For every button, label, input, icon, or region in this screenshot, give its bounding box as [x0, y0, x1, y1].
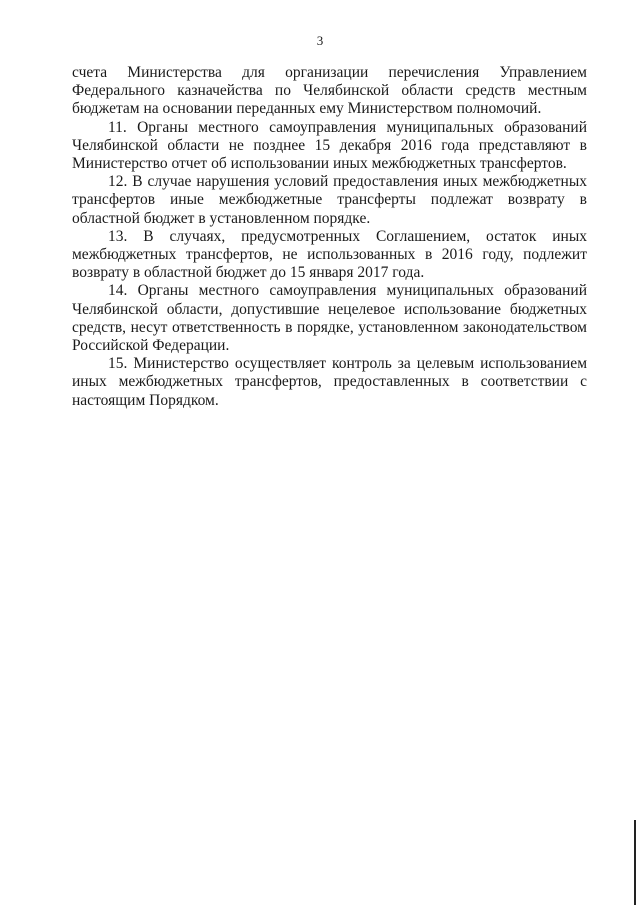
paragraph-11: 11. Органы местного самоуправления муниципальных образований Челябинской области не позднее 15 декабря 2016 года представляют в Министерство отчет об использовании иных межбюджетных трансфертов.	[72, 118, 587, 173]
paragraph-13: 13. В случаях, предусмотренных Соглашением, остаток иных межбюджетных трансфертов, не использованных в 2016 году, подлежит возврату в областной бюджет до 15 января 2017 года.	[72, 227, 587, 282]
paragraph-12: 12. В случае нарушения условий предоставления иных межбюджетных трансфертов иные межбюджетные трансферты подлежат возврату в областной бюджет в установленном порядке.	[72, 173, 587, 227]
page-number: 3	[316, 33, 324, 48]
paragraph-continuation: счета Министерства для организации перечисления Управлением Федерального казначейства по Челябинской области средств местным бюджетам на основании переданных ему Министерством полномочий.	[72, 64, 587, 118]
paragraph-14: 14. Органы местного самоуправления муниципальных образований Челябинской области, допустившие нецелевое использование бюджетных средств, несут ответственность в порядке, установленном законодательством Российской Федерации.	[72, 282, 587, 355]
scan-edge-line	[634, 820, 636, 905]
paragraph-15: 15. Министерство осуществляет контроль за целевым использованием иных межбюджетных трансфертов, предоставленных в соответствии с настоящим Порядком.	[72, 355, 587, 409]
document-body	[72, 64, 587, 410]
